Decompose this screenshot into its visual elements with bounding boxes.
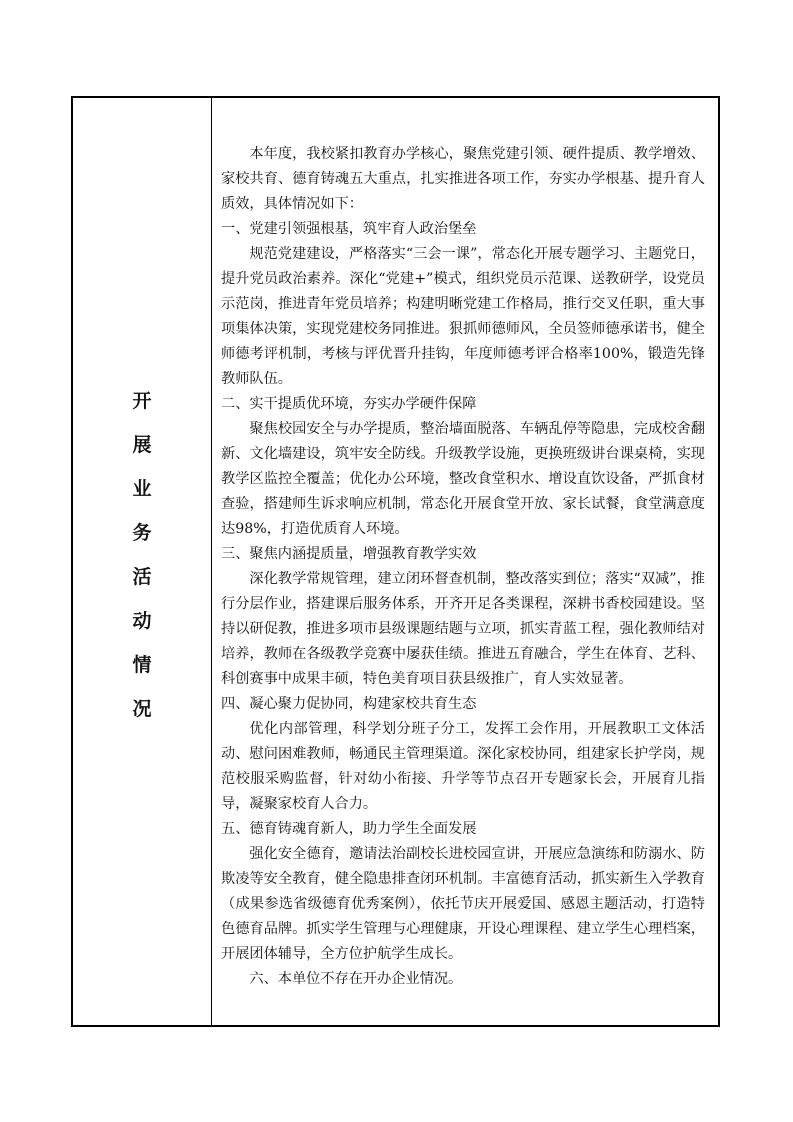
column-divider xyxy=(211,98,212,1025)
label-cell xyxy=(73,98,211,1025)
section-body-1: 规范党建建设，严格落实“三会一课”，常态化开展专题学习、主题党日，提升党员政治素养。深化“党建+”模式，组织党员示范课、送教研学，设党员示范岗，推进青年党员培养；构建明晰党建工作格局，推行交叉任职，重大事项集体决策，实现党建校务同推进。狠抓师德师风，全员签师德承诺书，健全师德考评机制，考核与评优晋升挂钩，年度师德考评合格率100%，锻造先锋教师队伍。 xyxy=(221,246,705,387)
label-char: 情 xyxy=(132,653,152,676)
closing-paragraph: 六、本单位不存在开办企业情况。 xyxy=(249,971,463,987)
section-heading-1: 一、党建引领强根基，筑牢育人政治堡垒 xyxy=(221,221,477,237)
content-cell xyxy=(221,142,705,992)
section-heading-3: 三、聚焦内涵提质量，增强教育教学实效 xyxy=(221,546,477,562)
section-body-5: 强化安全德育，邀请法治副校长进校园宣讲，开展应急演练和防溺水、防欺凌等安全教育，健全隐患排查闭环机制。丰富德育活动，抓实新生入学教育（成果参选省级德育优秀案例），依托节庆开展爱国、感恩主题活动，打造特色德育品牌。抓实学生管理与心理健康，开设心理课程、建立学生心理档案，开展团体辅导，全方位护航学生成长。 xyxy=(221,846,705,962)
section-body-3: 深化教学常规管理，建立闭环督查机制，整改落实到位；落实“双减”，推行分层作业，搭建课后服务体系，开齐开足各类课程，深耕书香校园建设。坚持以研促教，推进多项市县级课题结题与立项，抓实青蓝工程，强化教师结对培养，教师在各级教学竞赛中屡获佳绩。推进五育融合，学生在体育、艺科、科创赛事中成果丰硕，特色美育项目获县级推广，育人实效显著。 xyxy=(221,571,705,687)
section-heading-5: 五、德育铸魂育新人，助力学生全面发展 xyxy=(221,821,477,837)
label-char: 业 xyxy=(132,477,152,500)
label-char: 况 xyxy=(132,697,152,720)
section-body-4: 优化内部管理，科学划分班子分工，发挥工会作用，开展教职工文体活动、慰问困难教师，畅通民主管理渠道。深化家校协同，组建家长护学岗，规范校服采购监督，针对幼小衔接、升学等节点召开专题家长会，开展育儿指导，凝聚家校育人合力。 xyxy=(221,721,705,812)
label-char: 活 xyxy=(132,565,152,588)
section-heading-4: 四、凝心聚力促协同，构建家校共育生态 xyxy=(221,696,477,712)
label-char: 动 xyxy=(132,609,152,632)
form-table xyxy=(71,96,720,1027)
label-activities xyxy=(132,379,151,731)
intro-paragraph: 本年度，我校紧扣教育办学核心，聚焦党建引领、硬件提质、教学增效、家校共育、德育铸魂五大重点，扎实推进各项工作，夯实办学根基、提升育人质效，具体情况如下： xyxy=(221,146,705,212)
section-heading-2: 二、实干提质优环境，夯实办学硬件保障 xyxy=(221,396,477,412)
label-char: 务 xyxy=(132,521,152,544)
section-body-2: 聚焦校园安全与办学提质，整治墙面脱落、车辆乱停等隐患，完成校舍翻新、文化墙建设，筑牢安全防线。升级教学设施，更换班级讲台课桌椅，实现教学区监控全覆盖；优化办公环境，整改食堂积水、增设直饮设备，严抓食材查验，搭建师生诉求响应机制，常态化开展食堂开放、家长试餐，食堂满意度达98%，打造优质育人环境。 xyxy=(221,421,705,537)
label-char: 开 xyxy=(132,389,152,412)
label-char: 展 xyxy=(132,433,152,456)
